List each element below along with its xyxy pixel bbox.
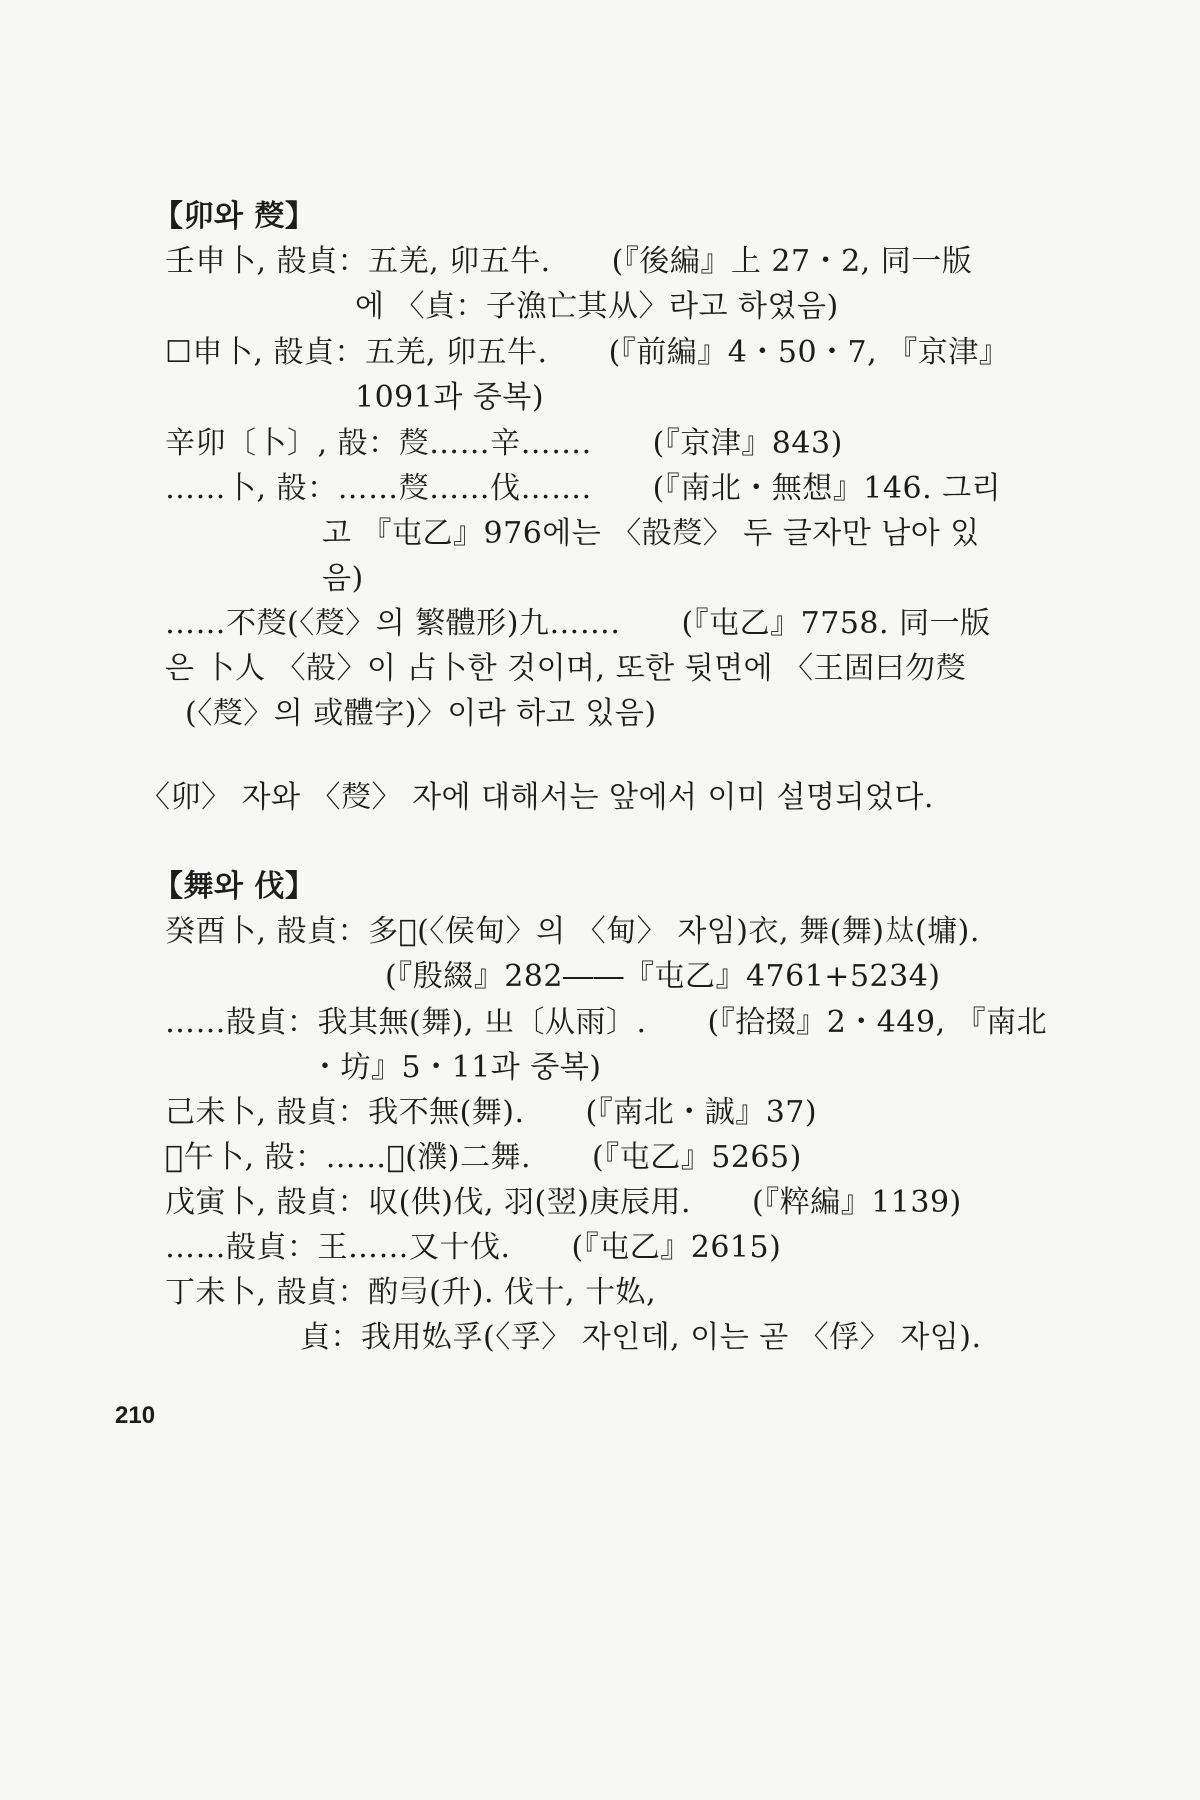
- text-line: 丁未卜, 㱿貞：酌𢎥(升). 伐十, 十𡚸,: [165, 1275, 657, 1310]
- text-line: (〈𠭰〉의 或體字)〉이라 하고 있음): [185, 696, 657, 731]
- text-line: 에 〈貞：子漁亡其从〉라고 하였음): [355, 289, 839, 324]
- text-line: ……不𠭰(〈𠭰〉의 繁體形)九……. (『屯乙』7758. 同一版: [165, 606, 991, 641]
- text-line: (『殷綴』282――『屯乙』4761+5234): [385, 959, 941, 994]
- page-number: 210: [115, 1402, 156, 1429]
- body-paragraph: 〈卯〉 자와 〈𠭰〉 자에 대해서는 앞에서 이미 설명되었다.: [140, 780, 934, 815]
- text-line: ☐午卜, 㱿：……𡧊(濮)二舞. (『屯乙』5265): [165, 1140, 802, 1175]
- text-line: 戊寅卜, 㱿貞：収(供)伐, 羽(翌)庚辰用. (『粹編』1139): [165, 1185, 962, 1220]
- section-heading: 【舞와 伐】: [153, 869, 316, 904]
- text-line: 己未卜, 㱿貞：我不無(舞). (『南北・誠』37): [165, 1095, 818, 1130]
- text-line: 고 『屯乙』976에는 〈㱿𠭰〉 두 글자만 남아 있: [322, 516, 980, 551]
- text-line: ……㱿貞：王……又十伐. (『屯乙』2615): [165, 1230, 782, 1265]
- text-line: 음): [322, 561, 364, 596]
- text-line: 癸酉卜, 㱿貞：多𠊊(〈侯甸〉의 〈甸〉 자임)衣, 舞(舞)𡘋(墉).: [165, 914, 980, 949]
- text-line: ☐申卜, 㱿貞：五羌, 卯五牛. (『前編』4・50・7, 『京津』: [165, 335, 1010, 370]
- text-line: 은 卜人 〈㱿〉이 占卜한 것이며, 또한 뒷면에 〈王固曰勿𠭰: [165, 651, 967, 686]
- section-heading: 【卯와 𠭰】: [153, 199, 316, 234]
- text-line: ・坊』5・11과 중복): [310, 1050, 602, 1085]
- text-line: 辛卯〔卜〕, 㱿：𠭰……辛……. (『京津』843): [165, 426, 843, 461]
- text-line: 貞：我用𡚸孚(〈孚〉 자인데, 이는 곧 〈俘〉 자임).: [300, 1320, 982, 1355]
- text-line: ……㱿貞：我其無(舞), 㞢〔从雨〕. (『拾掇』2・449, 『南北: [165, 1005, 1048, 1040]
- text-line: ……卜, 㱿：……𠭰……伐……. (『南北・無想』146. 그리: [165, 471, 1002, 506]
- text-line: 1091과 중복): [355, 380, 545, 415]
- text-line: 壬申卜, 㱿貞：五羌, 卯五牛. (『後編』上 27・2, 同一版: [165, 244, 973, 279]
